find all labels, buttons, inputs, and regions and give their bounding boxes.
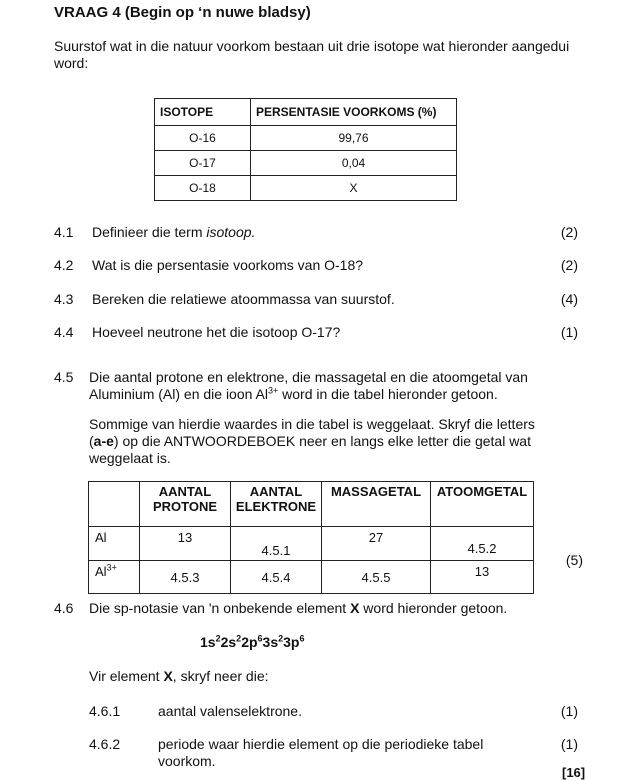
table-cell: 4.5.4	[231, 561, 322, 594]
isotope-cell: O-16	[155, 126, 251, 151]
mass-number-header: MASSAGETAL	[322, 482, 431, 527]
orbital: 2p	[241, 634, 258, 650]
isotope-table	[154, 98, 457, 201]
total-marks: [16]	[562, 765, 586, 780]
subquestion-text: periode waar hierdie element op die periodieke tabel voorkom.	[158, 736, 484, 769]
isotope-cell: O-18	[155, 176, 251, 201]
question-number: 4.5	[54, 369, 74, 385]
table-cell: 4.5.5	[322, 561, 431, 594]
table-cell: 13	[431, 561, 534, 594]
subquestion-number: 4.6.2	[89, 736, 121, 752]
table-cell: 4.5.3	[140, 561, 231, 594]
element-symbol: X	[350, 600, 360, 616]
ion-table	[88, 481, 534, 594]
marks: (2)	[560, 224, 578, 240]
question-text: Wat is die persentasie voorkoms van O-18?	[92, 257, 364, 273]
question-term: isotoop.	[206, 224, 256, 240]
question-text	[89, 600, 507, 616]
question-text-part: Definieer die term	[92, 224, 207, 240]
subquestion-text: aantal valenselektrone.	[158, 703, 302, 719]
lead-text	[89, 668, 269, 684]
ion-charge: 3+	[267, 385, 279, 396]
question-number: 4.6	[54, 600, 74, 616]
electron-configuration	[200, 634, 305, 650]
question-number: 4.4	[54, 324, 74, 340]
intro-paragraph: Suurstof wat in die natuur voorkom bestaan uit drie isotope wat hieronder aangedui word:	[54, 38, 570, 71]
table-cell: 27	[322, 527, 431, 561]
row-label-header	[89, 482, 140, 527]
question-text	[89, 369, 559, 403]
percent-cell: 99,76	[251, 126, 457, 151]
table-cell: 4.5.2	[431, 527, 534, 561]
row-label: Al	[89, 527, 140, 561]
lead-text-part: Vir element	[89, 668, 164, 684]
question-text: Hoeveel neutrone het die isotoop O-17?	[92, 324, 341, 340]
orbital: 3p	[283, 634, 300, 650]
instruction-text	[89, 416, 549, 467]
instruction-part: ) op die ANTWOORDEBOEK neer en langs elke letter die getal wat weggelaat is.	[89, 433, 531, 466]
isotope-cell: O-17	[155, 151, 251, 176]
orbital-electrons: 2	[278, 633, 284, 644]
atomic-number-header: ATOOMGETAL	[431, 482, 534, 527]
orbital-electrons: 2	[215, 633, 221, 644]
ion-charge: 3+	[106, 562, 117, 573]
marks: (2)	[560, 257, 578, 273]
question-text-part: word in die tabel hieronder getoon.	[278, 386, 498, 402]
lead-text-part: , skryf neer die:	[172, 668, 269, 684]
question-number: 4.1	[54, 224, 74, 240]
orbital-electrons: 6	[257, 633, 263, 644]
percent-header: PERSENTASIE VOORKOMS (%)	[251, 99, 457, 126]
orbital-electrons: 2	[236, 633, 242, 644]
instruction-part: Sommige van hierdie waardes in die tabel is weggelaat. Skryf die letters (	[89, 416, 535, 449]
marks: (1)	[560, 736, 578, 752]
electrons-header: AANTAL ELEKTRONE	[231, 482, 322, 527]
question-text-part: word hieronder getoon.	[359, 600, 508, 616]
question-text-part: Die sp-notasie van 'n onbekende element	[89, 600, 351, 616]
question-heading: VRAAG 4 (Begin op ‘n nuwe bladsy)	[54, 4, 311, 21]
orbital: 3s	[262, 634, 279, 650]
marks: (1)	[560, 703, 578, 719]
row-label	[89, 561, 140, 594]
instruction-letters: a-e	[93, 433, 114, 449]
question-number: 4.2	[54, 257, 74, 273]
question-text: Bereken die relatiewe atoommassa van suurstof.	[92, 291, 395, 307]
marks: (4)	[560, 291, 578, 307]
table-cell: 4.5.1	[231, 527, 322, 561]
orbital: 2s	[220, 634, 237, 650]
percent-cell: 0,04	[251, 151, 457, 176]
element-symbol: X	[163, 668, 173, 684]
ion-symbol: Al	[95, 564, 107, 579]
marks: (1)	[560, 324, 578, 340]
orbital: 1s	[200, 634, 216, 650]
percent-cell: X	[251, 176, 457, 201]
subquestion-number: 4.6.1	[89, 703, 121, 719]
question-text	[92, 224, 255, 240]
marks: (5)	[565, 552, 583, 568]
isotope-header: ISOTOPE	[155, 99, 251, 126]
orbital-electrons: 6	[299, 633, 305, 644]
table-cell: 13	[140, 527, 231, 561]
protons-header: AANTAL PROTONE	[140, 482, 231, 527]
question-number: 4.3	[54, 291, 74, 307]
question-text-part: Die aantal protone en elektrone, die massagetal en die atoomgetal van Aluminium (Al) en die ioon Al	[89, 369, 528, 402]
